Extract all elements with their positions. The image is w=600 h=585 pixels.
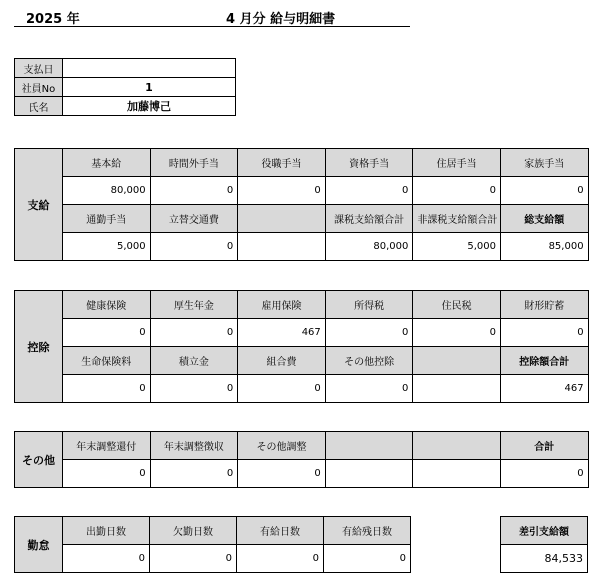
deduction-value-empty — [413, 375, 501, 403]
deduction-label: 財形貯蓄 — [500, 291, 588, 319]
attendance-table — [14, 516, 411, 573]
payment-value: 0 — [500, 177, 588, 205]
payment-value: 0 — [325, 177, 413, 205]
payment-label: 通勤手当 — [63, 205, 151, 233]
payment-label: 資格手当 — [325, 149, 413, 177]
attendance-value: 0 — [237, 545, 324, 573]
attendance-label: 有給日数 — [237, 517, 324, 545]
employee-no-label: 社員No — [15, 78, 63, 97]
other-value: 0 — [238, 460, 326, 488]
payment-value: 80,000 — [325, 233, 413, 261]
attendance-section-label: 勤怠 — [15, 517, 63, 573]
net-pay-table — [500, 516, 588, 573]
name-label: 氏名 — [15, 97, 63, 116]
pay-date-label: 支払日 — [15, 59, 63, 78]
other-label: 年末調整還付 — [63, 432, 151, 460]
other-label-empty — [413, 432, 501, 460]
deduction-label: 健康保険 — [63, 291, 151, 319]
document-title: 4 月分 給与明細書 — [226, 12, 336, 27]
document-header — [14, 6, 410, 27]
payment-value: 0 — [238, 177, 326, 205]
total-deduction-value: 467 — [500, 375, 588, 403]
deduction-value: 0 — [500, 319, 588, 347]
payment-label: 非課税支給額合計 — [413, 205, 501, 233]
other-table — [14, 431, 589, 488]
payment-value: 5,000 — [63, 233, 151, 261]
gross-pay-value: 85,000 — [500, 233, 588, 261]
payment-value: 0 — [413, 177, 501, 205]
deduction-value: 0 — [238, 375, 326, 403]
other-value: 0 — [150, 460, 238, 488]
attendance-value: 0 — [324, 545, 411, 573]
attendance-label: 欠勤日数 — [150, 517, 237, 545]
deduction-label: 積立金 — [150, 347, 238, 375]
other-label-empty — [325, 432, 413, 460]
payment-label: 家族手当 — [500, 149, 588, 177]
total-deduction-label: 控除額合計 — [500, 347, 588, 375]
pay-date-value — [63, 59, 236, 78]
payment-value: 5,000 — [413, 233, 501, 261]
attendance-value: 0 — [63, 545, 150, 573]
other-total-value: 0 — [500, 460, 588, 488]
attendance-value: 0 — [150, 545, 237, 573]
net-pay-label: 差引支給額 — [501, 517, 588, 545]
payment-value: 0 — [150, 177, 238, 205]
net-pay-value: 84,533 — [501, 545, 588, 573]
other-total-label: 合計 — [500, 432, 588, 460]
payment-label: 基本給 — [63, 149, 151, 177]
payment-label-empty — [238, 205, 326, 233]
other-value-empty — [413, 460, 501, 488]
deduction-label: 所得税 — [325, 291, 413, 319]
deduction-value: 0 — [325, 319, 413, 347]
deduction-label: 住民税 — [413, 291, 501, 319]
deduction-label: 生命保険料 — [63, 347, 151, 375]
deduction-table — [14, 290, 589, 403]
deduction-value: 0 — [63, 375, 151, 403]
payment-label: 役職手当 — [238, 149, 326, 177]
deduction-value: 0 — [63, 319, 151, 347]
payment-value: 80,000 — [63, 177, 151, 205]
other-label: 年末調整徴収 — [150, 432, 238, 460]
payment-label: 時間外手当 — [150, 149, 238, 177]
other-value: 0 — [63, 460, 151, 488]
other-section-label: その他 — [15, 432, 63, 488]
deduction-value: 0 — [325, 375, 413, 403]
payment-value-empty — [238, 233, 326, 261]
employee-no-value: 1 — [63, 78, 236, 97]
payment-table — [14, 148, 589, 261]
employee-info-table — [14, 58, 236, 116]
deduction-value: 0 — [150, 375, 238, 403]
payment-value: 0 — [150, 233, 238, 261]
other-value-empty — [325, 460, 413, 488]
payment-label: 住居手当 — [413, 149, 501, 177]
deduction-label: その他控除 — [325, 347, 413, 375]
deduction-value: 467 — [238, 319, 326, 347]
year: 2025 年 — [26, 12, 80, 27]
payment-label: 課税支給額合計 — [325, 205, 413, 233]
deduction-label-empty — [413, 347, 501, 375]
name-value: 加藤博己 — [63, 97, 236, 116]
deduction-label: 組合費 — [238, 347, 326, 375]
payment-section-label: 支給 — [15, 149, 63, 261]
attendance-label: 有給残日数 — [324, 517, 411, 545]
payment-label: 立替交通費 — [150, 205, 238, 233]
deduction-value: 0 — [150, 319, 238, 347]
other-label: その他調整 — [238, 432, 326, 460]
deduction-value: 0 — [413, 319, 501, 347]
deduction-label: 雇用保険 — [238, 291, 326, 319]
attendance-label: 出勤日数 — [63, 517, 150, 545]
deduction-label: 厚生年金 — [150, 291, 238, 319]
gross-pay-label: 総支給額 — [500, 205, 588, 233]
deduction-section-label: 控除 — [15, 291, 63, 403]
